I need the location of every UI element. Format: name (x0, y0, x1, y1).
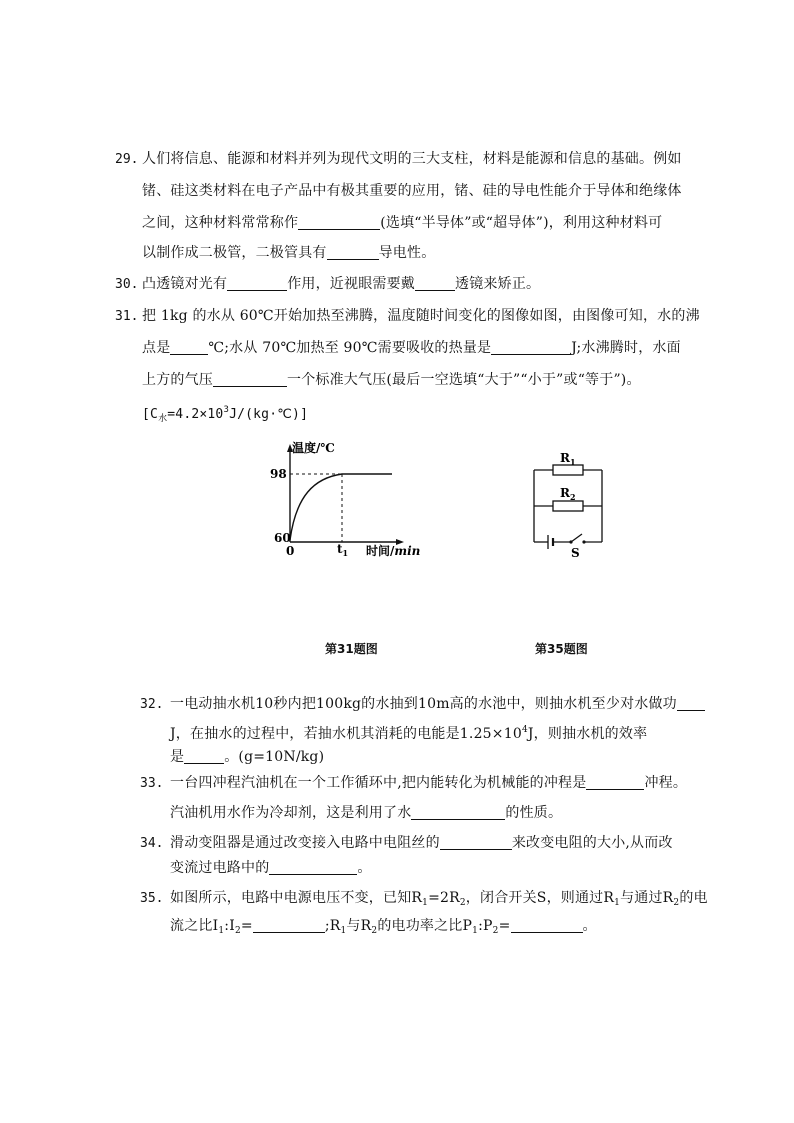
question-number: 29. (115, 152, 139, 167)
answer-blank[interactable] (586, 773, 644, 790)
answer-blank[interactable] (327, 243, 379, 260)
heating-curve (290, 474, 392, 540)
figure-31-caption: 第31题图 (325, 642, 378, 656)
tick-98: 98 (270, 467, 287, 481)
answer-blank[interactable] (213, 370, 287, 387)
r2-label: $R_2$ (560, 486, 576, 502)
question-number: 30. (115, 277, 139, 292)
x-axis-label: 时间/min (366, 544, 421, 558)
answer-blank[interactable] (491, 338, 571, 355)
question-number: 31. (115, 309, 139, 324)
question-text-line: 凸透镜对光有 作用，近视眼需要戴 透镜来矫正。 (142, 276, 541, 292)
answer-blank[interactable] (253, 916, 325, 933)
figure-35-caption: 第35题图 (535, 642, 588, 656)
question-text-line: 点是 ℃;水从 70℃加热至 90℃需要吸收的热量是 J;水沸腾时，水面 (142, 340, 681, 356)
answer-blank[interactable] (440, 833, 512, 850)
question-text-line: J，在抽水的过程中，若抽水机其消耗的电能是$1.25\times 10^4J$，则抽水机的效率 (170, 725, 648, 742)
answer-blank[interactable] (184, 747, 224, 764)
answer-blank[interactable] (298, 213, 380, 230)
temperature-time-graph (262, 436, 421, 561)
answer-blank[interactable] (677, 694, 705, 711)
answer-blank[interactable] (415, 274, 455, 291)
tick-t1: $t_1$ (337, 542, 349, 558)
question-text-line: 人们将信息、能源和材料并列为现代文明的三大支柱，材料是能源和信息的基础。例如 (142, 151, 682, 167)
question-text-line: 上方的气压 一个标准大气压(最后一空选填“大于”“小于”或“等于”)。 (142, 372, 641, 388)
question-text-line: 是 。(g=10N/kg) (170, 749, 325, 765)
y-axis-label: 温度/℃ (292, 441, 335, 455)
question-number: 32. (140, 697, 164, 712)
answer-blank[interactable] (227, 274, 287, 291)
question-text-line: 变流过电路中的 。 (170, 860, 372, 876)
question-text-line: 一台四冲程汽油机在一个工作循环中,把内能转化为机械能的冲程是 冲程。 (170, 775, 688, 791)
question-text-line: 滑动变阻器是通过改变接入电路中电阻丝的 来改变电阻的大小,从而改 (170, 835, 673, 851)
answer-blank[interactable] (511, 916, 583, 933)
question-text-line: 以制作成二极管，二极管具有 导电性。 (142, 245, 436, 261)
resistor-r1 (553, 465, 583, 475)
question-text-line: 如图所示，电路中电源电压不变，已知$R_1=2R_2$，闭合开关S，则通过$R_1$与通过$R_2$的电 (170, 890, 708, 908)
question-text-line: 之间，这种材料常常称作 (选填“半导体”或“超导体”)，利用这种材料可 (142, 215, 663, 231)
circuit-diagram (526, 448, 612, 558)
question-text-line: 汽油机用水作为冷却剂，这是利用了水 的性质。 (170, 805, 563, 821)
question-text-line: 一电动抽水机10秒内把100kg的水抽到10m高的水池中，则抽水机至少对水做功 (170, 689, 705, 719)
question-text-line: 锗、硅这类材料在电子产品中有极其重要的应用，锗、硅的导电性能介于导体和绝缘体 (142, 183, 682, 199)
resistor-r2 (553, 501, 583, 511)
question-number: 33. (140, 776, 164, 791)
answer-blank[interactable] (269, 858, 357, 875)
tick-60: 60 (274, 531, 291, 545)
specific-heat-formula: $[C_水=4.2\times 10^3J/(kg\cdot℃)]$ (142, 405, 309, 424)
question-number: 35. (140, 891, 164, 906)
origin-label: 0 (286, 544, 295, 558)
question-text-line: 流之比$I_1:I_2=$ $;R_1$与$R_2$的电功率之比$P_1:P_2=$ 。 (170, 918, 597, 936)
question-text-line: 把 1kg 的水从 60℃开始加热至沸腾，温度随时间变化的图像如图，由图像可知，水的沸 (142, 308, 700, 324)
answer-blank[interactable] (411, 803, 505, 820)
switch-lever (571, 534, 582, 542)
answer-blank[interactable] (170, 338, 208, 355)
question-number: 34. (140, 836, 164, 851)
r1-label: $R_1$ (560, 451, 576, 467)
switch-label: S (571, 546, 580, 560)
